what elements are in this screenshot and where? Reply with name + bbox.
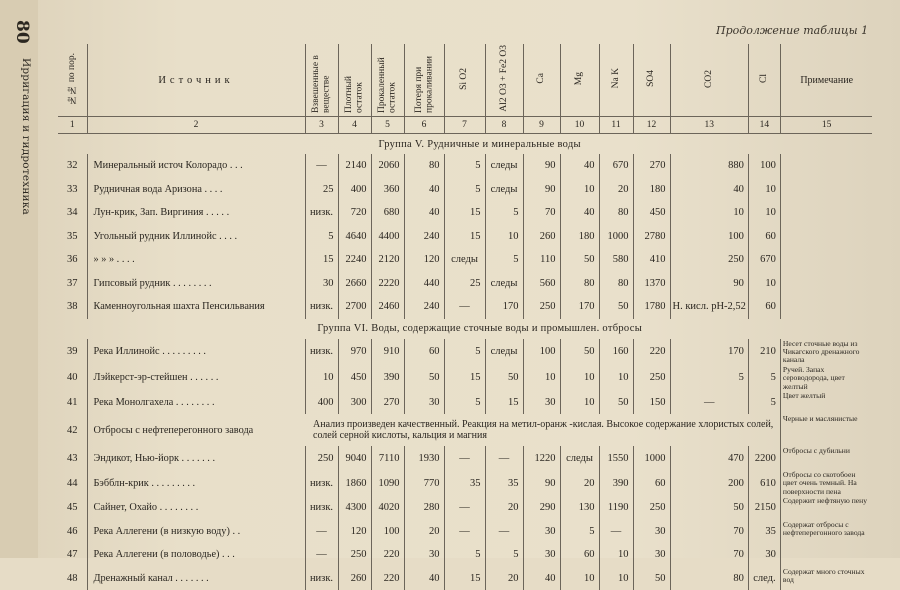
table-row (58, 295, 872, 319)
row-value: 2220 (371, 272, 404, 296)
row-source: Лун-крик, Зап. Виргиния . . . . . (87, 201, 305, 225)
row-source: Рудничная вода Аризона . . . . (87, 178, 305, 202)
row-value: 60 (404, 339, 444, 365)
row-value: 4400 (371, 225, 404, 249)
row-source: Отбросы с нефтеперегонного завода (87, 414, 305, 446)
row-value: 580 (599, 248, 633, 272)
row-value: 40 (670, 178, 748, 202)
row-value: 2200 (748, 446, 780, 470)
header-al2o3: Al2 O3 + Fe2 O3 (485, 44, 523, 117)
row-value: 90 (523, 470, 560, 496)
row-number: 48 (67, 572, 78, 584)
table-row (58, 520, 872, 544)
row-value: следы (485, 272, 523, 296)
row-value: 50 (599, 391, 633, 415)
row-source: Угольный рудник Иллинойс . . . . (87, 225, 305, 249)
row-value: 400 (338, 178, 371, 202)
row-value: 270 (371, 391, 404, 415)
row-value: 1550 (599, 446, 633, 470)
row-value: низк. (305, 496, 338, 520)
row-value: 610 (748, 470, 780, 496)
row-value: низк. (305, 339, 338, 365)
row-source: Река Иллинойс . . . . . . . . . (87, 339, 305, 365)
row-value: 50 (599, 295, 633, 319)
group-title-row (58, 134, 872, 155)
row-value: — (305, 543, 338, 567)
row-value: 15 (444, 365, 485, 391)
row-value: 80 (670, 567, 748, 590)
row-value: 40 (404, 201, 444, 225)
row-value: 170 (670, 339, 748, 365)
row-value: 240 (404, 295, 444, 319)
row-value: 100 (670, 225, 748, 249)
row-note: Отбросы с дубильни (780, 446, 872, 470)
row-value: низк. (305, 567, 338, 590)
row-value: 50 (485, 365, 523, 391)
row-value: 10 (485, 225, 523, 249)
table-row (58, 414, 872, 446)
row-value: 35 (485, 470, 523, 496)
row-value: 80 (599, 201, 633, 225)
header-suspended: Взвешенные в веществе (305, 44, 338, 117)
row-value: низк. (305, 201, 338, 225)
header-note: Примечание (780, 44, 872, 117)
row-value: 10 (305, 365, 338, 391)
row-value: 15 (444, 225, 485, 249)
row-value: следы (485, 339, 523, 365)
table-row (58, 154, 872, 178)
row-value: следы (485, 154, 523, 178)
row-value: 910 (371, 339, 404, 365)
row-value: 1220 (523, 446, 560, 470)
row-source: Каменноугольная шахта Пенсильвания (87, 295, 305, 319)
row-value: — (444, 520, 485, 544)
row-value: 30 (523, 391, 560, 415)
row-value: 1930 (404, 446, 444, 470)
group-6-title: Группа VI. Воды, содержащие сточные воды и промышлен. отбросы (317, 323, 643, 334)
header-cl: Cl (748, 44, 780, 117)
row-number: 32 (67, 160, 78, 172)
row-value: 120 (338, 520, 371, 544)
row-value: 360 (371, 178, 404, 202)
row-value: 5 (485, 201, 523, 225)
row-value: 20 (560, 470, 599, 496)
row-value: 50 (633, 567, 670, 590)
row-value: — (670, 391, 748, 415)
row-source: Бэбблн-крик . . . . . . . . . (87, 470, 305, 496)
row-value: 5 (748, 365, 780, 391)
row-note (780, 543, 872, 567)
row-value: 770 (404, 470, 444, 496)
table-row (58, 225, 872, 249)
row-value: 220 (371, 567, 404, 590)
row-value: 20 (404, 520, 444, 544)
row-value: — (599, 520, 633, 544)
row-value: 250 (670, 248, 748, 272)
row-value: Н. кисл. рН-2,52 (670, 295, 748, 319)
row-note (780, 154, 872, 178)
table-row (58, 446, 872, 470)
row-value: 10 (599, 543, 633, 567)
row-value: 1370 (633, 272, 670, 296)
row-value: 10 (560, 567, 599, 590)
row-value: 35 (748, 520, 780, 544)
row-value: 10 (599, 567, 633, 590)
row-value: 250 (305, 446, 338, 470)
row-value: 5 (670, 365, 748, 391)
row-source: Лэйкерст-эр-стейшен . . . . . . (87, 365, 305, 391)
row-value: 70 (670, 520, 748, 544)
table-row (58, 470, 872, 496)
header-calcined-residue: Прокаленный остаток (371, 44, 404, 117)
row-note (780, 225, 872, 249)
group-title-row (58, 319, 872, 339)
row-value: 450 (338, 365, 371, 391)
continuation-note: Продолжение таблицы 1 (716, 24, 869, 37)
row-number: 38 (67, 301, 78, 313)
row-value: 70 (670, 543, 748, 567)
row-value: следы (444, 248, 485, 272)
row-value: — (485, 520, 523, 544)
table-row (58, 339, 872, 365)
row-value: 470 (670, 446, 748, 470)
row-value: 170 (485, 295, 523, 319)
row-value: 30 (633, 520, 670, 544)
row-value: 5 (444, 339, 485, 365)
row-note (780, 295, 872, 319)
row-value: 160 (599, 339, 633, 365)
row-value: 1000 (633, 446, 670, 470)
row-value: 50 (670, 496, 748, 520)
row-value: 410 (633, 248, 670, 272)
row-value: 20 (599, 178, 633, 202)
row-value: 250 (633, 496, 670, 520)
row-value: 30 (523, 543, 560, 567)
row-value: 20 (485, 567, 523, 590)
row-value: 20 (485, 496, 523, 520)
row-value: 280 (404, 496, 444, 520)
row-value: 30 (633, 543, 670, 567)
row-value: 40 (404, 178, 444, 202)
row-number: 47 (67, 549, 78, 561)
row-number: 36 (67, 254, 78, 266)
row-note (780, 248, 872, 272)
row-source: Река Аллегени (в половодье) . . . (87, 543, 305, 567)
row-value: 90 (670, 272, 748, 296)
row-value: 10 (670, 201, 748, 225)
row-value: 2660 (338, 272, 371, 296)
row-value: 2120 (371, 248, 404, 272)
row-value: 10 (560, 178, 599, 202)
row-value: — (444, 496, 485, 520)
row-value: — (485, 446, 523, 470)
row-value: 10 (560, 391, 599, 415)
row-source: Сайнет, Охайо . . . . . . . . (87, 496, 305, 520)
row-value: 1860 (338, 470, 371, 496)
group-5-title: Группа V. Рудничные и минеральные воды (378, 138, 581, 150)
row-note (780, 178, 872, 202)
row-value: 40 (523, 567, 560, 590)
row-value: 5 (444, 391, 485, 415)
row-value: 450 (633, 201, 670, 225)
row-value: 80 (560, 272, 599, 296)
row-source: Дренажный канал . . . . . . . (87, 567, 305, 590)
row-value: 390 (599, 470, 633, 496)
row-source: Минеральный источ Колорадо . . . (87, 154, 305, 178)
row-value: 970 (338, 339, 371, 365)
row-value: 2060 (371, 154, 404, 178)
row-value: низк. (305, 470, 338, 496)
row-value: низк. (305, 295, 338, 319)
row-value: 90 (523, 154, 560, 178)
row-value: след. (748, 567, 780, 590)
row-number: 41 (67, 397, 78, 409)
row-value: 210 (748, 339, 780, 365)
row-source: Река Аллегени (в низкую воду) . . (87, 520, 305, 544)
row-value: 390 (371, 365, 404, 391)
row-note: Цвет желтый (780, 391, 872, 415)
row-value: 1000 (599, 225, 633, 249)
row-value: 220 (371, 543, 404, 567)
row-value: 5 (485, 543, 523, 567)
table-row (58, 365, 872, 391)
row-value: 50 (560, 339, 599, 365)
row-value: 670 (599, 154, 633, 178)
row-value: 90 (523, 178, 560, 202)
row-value: 180 (560, 225, 599, 249)
row-value: 5 (485, 248, 523, 272)
row-value: 7110 (371, 446, 404, 470)
row-value: 2150 (748, 496, 780, 520)
row-value: 100 (523, 339, 560, 365)
row-note: Отбросы со скотобоен цвет очень темный. На поверхности пена (780, 470, 872, 496)
row-value: 880 (670, 154, 748, 178)
row-note: Содержат много сточных вод (780, 567, 872, 590)
table-row (58, 201, 872, 225)
row-number: 43 (67, 452, 78, 464)
row-number: 34 (67, 207, 78, 219)
row-value: 240 (404, 225, 444, 249)
row-value: следы (485, 178, 523, 202)
analysis-note: Анализ произведен качественный. Реакция на метил-оранж -кислая. Высокое содержание хлористых солей, солей серной кислоты, кальция и магния (313, 419, 774, 442)
row-value: 1090 (371, 470, 404, 496)
row-number: 39 (67, 346, 78, 358)
header-dense-residue: Плотный остаток (338, 44, 371, 117)
row-value: — (444, 295, 485, 319)
header-source: Источник (87, 44, 305, 117)
row-value: 15 (444, 567, 485, 590)
row-value: 4020 (371, 496, 404, 520)
row-value: 30 (305, 272, 338, 296)
row-note: Содержат отбросы с нефтеперегонного завода (780, 520, 872, 544)
table-row (58, 567, 872, 590)
group-6-body (58, 339, 872, 415)
row-value: 40 (560, 154, 599, 178)
row-value: 9040 (338, 446, 371, 470)
row-value: — (305, 520, 338, 544)
row-value: 15 (485, 391, 523, 415)
row-value: 5 (748, 391, 780, 415)
water-analysis-table (58, 44, 872, 590)
row-value: 1780 (633, 295, 670, 319)
row-value: 100 (371, 520, 404, 544)
row-value: 5 (560, 520, 599, 544)
row-value: 170 (560, 295, 599, 319)
table-row (58, 391, 872, 415)
row-value: 70 (523, 201, 560, 225)
row-value: 30 (404, 543, 444, 567)
row-value: 300 (338, 391, 371, 415)
row-value: 250 (338, 543, 371, 567)
row-value: 40 (560, 201, 599, 225)
row-source: » » » . . . . (87, 248, 305, 272)
row-value: 400 (305, 391, 338, 415)
row-source: Гипсовый рудник . . . . . . . . (87, 272, 305, 296)
row-value: следы (560, 446, 599, 470)
row-value: 680 (371, 201, 404, 225)
row-value: 5 (444, 543, 485, 567)
header-no: №№ по пор. (67, 52, 77, 105)
row-value: 560 (523, 272, 560, 296)
row-value: 260 (338, 567, 371, 590)
row-value: 60 (748, 295, 780, 319)
row-value: 10 (599, 365, 633, 391)
row-note: Содержит нефтяную пену (780, 496, 872, 520)
row-value: 60 (560, 543, 599, 567)
row-value: 80 (404, 154, 444, 178)
row-value: 15 (444, 201, 485, 225)
header-ca: Ca (523, 44, 560, 117)
row-value: 60 (633, 470, 670, 496)
group-5-body (58, 154, 872, 319)
row-value: 40 (404, 567, 444, 590)
row-value: 260 (523, 225, 560, 249)
row-note (780, 272, 872, 296)
row-value: 5 (444, 178, 485, 202)
row-value: 80 (599, 272, 633, 296)
row-source: Река Монолгахела . . . . . . . . (87, 391, 305, 415)
row-value: 100 (748, 154, 780, 178)
row-number: 45 (67, 502, 78, 514)
row-value: 250 (633, 365, 670, 391)
row-value: 1190 (599, 496, 633, 520)
row-value: 50 (404, 365, 444, 391)
row-value: 5 (305, 225, 338, 249)
row-value: 290 (523, 496, 560, 520)
table-row (58, 178, 872, 202)
row-number: 33 (67, 183, 78, 195)
row-note: Черные и маслянистые (780, 414, 872, 446)
row-value: 35 (444, 470, 485, 496)
row-value: 10 (748, 272, 780, 296)
row-number: 37 (67, 277, 78, 289)
row-value: 30 (404, 391, 444, 415)
row-value: 30 (748, 543, 780, 567)
row-value: 130 (560, 496, 599, 520)
row-note: Несет сточные воды из Чикагского дренажного канала (780, 339, 872, 365)
row-number: 46 (67, 525, 78, 537)
page-number: 80 (12, 20, 32, 44)
row-value: 110 (523, 248, 560, 272)
row-value: — (444, 446, 485, 470)
row-value: 4300 (338, 496, 371, 520)
row-number: 40 (67, 372, 78, 384)
row-value: 220 (633, 339, 670, 365)
header-na-k: Na K (599, 44, 633, 117)
row-value: 120 (404, 248, 444, 272)
row-value: 670 (748, 248, 780, 272)
group-6-body-continued (58, 446, 872, 590)
row-value: 25 (305, 178, 338, 202)
row-source: Эндикот, Нью-йорк . . . . . . . (87, 446, 305, 470)
row-value: 200 (670, 470, 748, 496)
header-sio2: Si O2 (444, 44, 485, 117)
row-value: 720 (338, 201, 371, 225)
row-value: 2460 (371, 295, 404, 319)
row-value: 60 (748, 225, 780, 249)
row-note: Ручей. Запах сероводорода, цвет желтый (780, 365, 872, 391)
header-mg: Mg (560, 44, 599, 117)
table-row (58, 496, 872, 520)
row-number: 35 (67, 230, 78, 242)
row-value: — (305, 154, 338, 178)
row-value: 270 (633, 154, 670, 178)
row-note (780, 201, 872, 225)
row-value: 10 (748, 178, 780, 202)
header-ignition-loss: Потеря при прокаливании (404, 44, 444, 117)
header-co2: CO2 (670, 44, 748, 117)
table-row (58, 272, 872, 296)
running-head: Ирригация и гидротехника (20, 58, 32, 215)
row-value: 2700 (338, 295, 371, 319)
table-row (58, 543, 872, 567)
row-value: 2140 (338, 154, 371, 178)
column-number-row: 1 2 3 4 5 6 7 8 9 10 11 12 13 14 15 (58, 117, 872, 134)
row-number: 44 (67, 477, 78, 489)
row-value: 50 (560, 248, 599, 272)
header-row (58, 44, 872, 117)
table-row (58, 248, 872, 272)
row-value: 10 (748, 201, 780, 225)
row-number: 42 (67, 424, 78, 436)
row-value: 250 (523, 295, 560, 319)
row-value: 150 (633, 391, 670, 415)
row-value: 440 (404, 272, 444, 296)
row-value: 25 (444, 272, 485, 296)
row-value: 10 (560, 365, 599, 391)
row-value: 4640 (338, 225, 371, 249)
row-value: 5 (444, 154, 485, 178)
header-so4: SO4 (633, 44, 670, 117)
row-value: 2780 (633, 225, 670, 249)
row-value: 30 (523, 520, 560, 544)
row-value: 2240 (338, 248, 371, 272)
row-value: 10 (523, 365, 560, 391)
row-value: 15 (305, 248, 338, 272)
row-value: 180 (633, 178, 670, 202)
